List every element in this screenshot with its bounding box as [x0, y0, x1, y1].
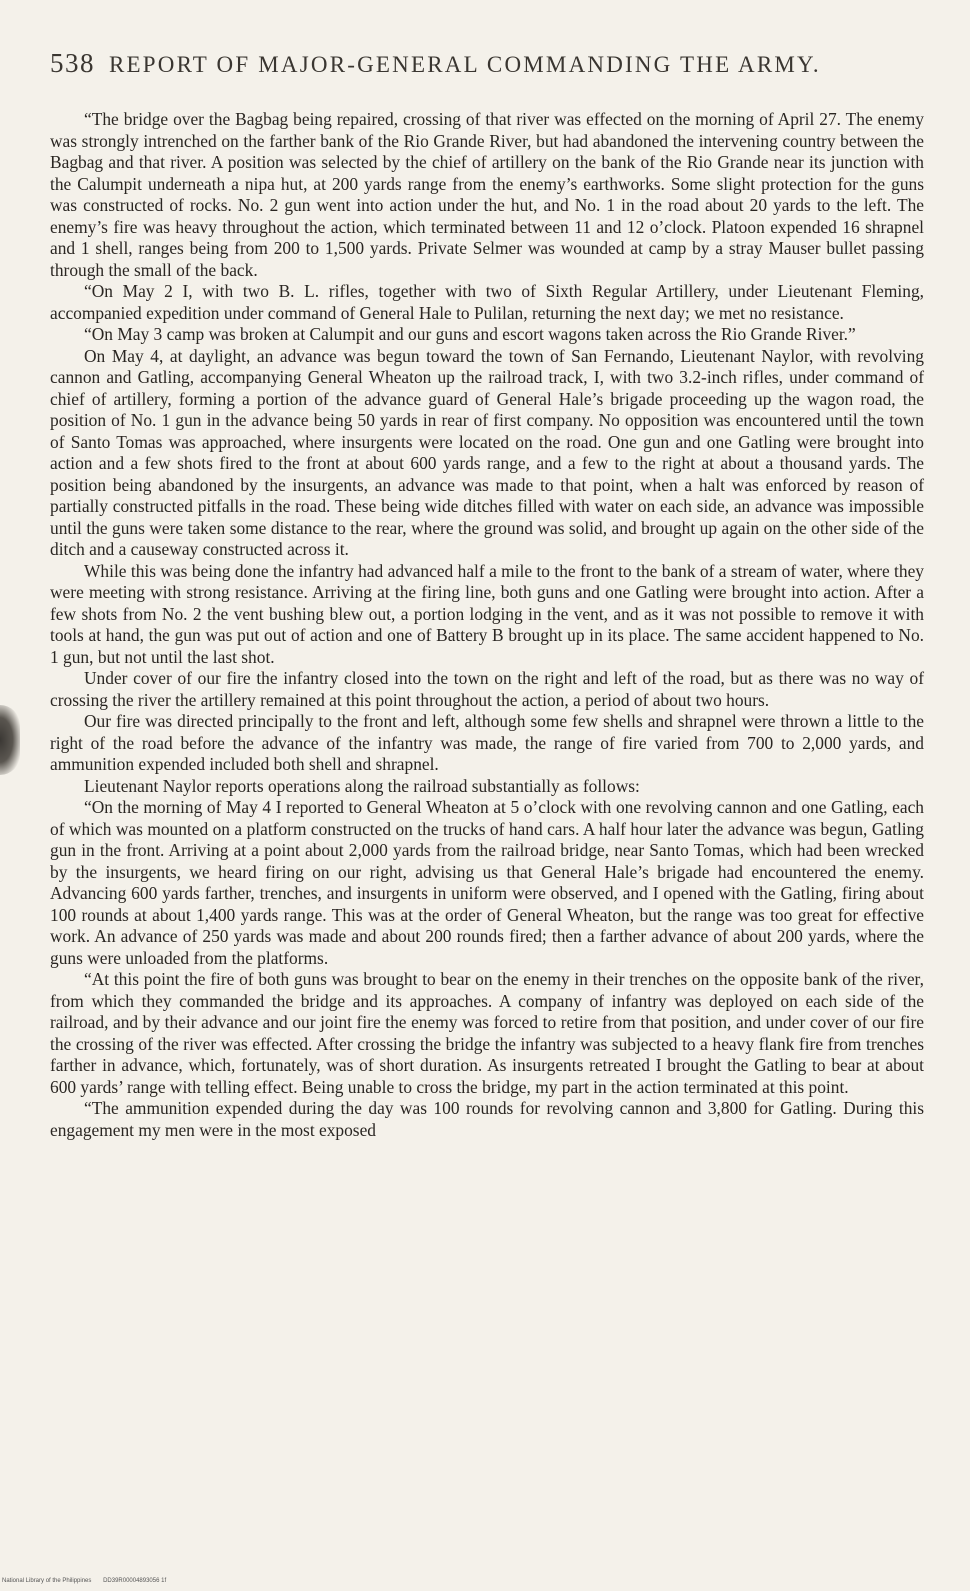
page-edge-shadow: [0, 705, 20, 775]
paragraph-8: Lieutenant Naylor reports operations along the railroad substantially as follows:: [84, 775, 640, 796]
page-header: [50, 48, 924, 79]
paragraph-7: Our fire was directed principally to the front and left, although some few shells and shrapnel were thrown a little to the right of the road before the advance of the infantry was made, the range of fire varied from 700 to 2,000 yards, and ammunition expended included both shell and shrapnel.: [50, 711, 924, 774]
paragraph-11: “The ammunition expended during the day was 100 rounds for revolving cannon and 3,800 for Gatling. During this engagement my men were in the most exposed: [50, 1098, 924, 1140]
running-head: REPORT OF MAJOR-GENERAL COMMANDING THE ARMY.: [109, 52, 821, 77]
paragraph-10: “At this point the fire of both guns was brought to bear on the enemy in their trenches on the opposite bank of the river, from which they commanded the bridge and its approaches. A company of infantry was deployed on each side of the railroad, and by their advance and our joint fire the enemy was forced to retire from that position, and under cover of our fire the crossing of the river was effected. After crossing the bridge the infantry was subjected to a heavy flank fire from trenches farther in advance, which, fortunately, was of short duration. As insurgents retreated I brought the Gatling to bear at about 600 yards’ range with telling effect. Being unable to cross the bridge, my part in the action terminated at this point.: [50, 969, 924, 1097]
footer-library: National Library of the Philippines: [2, 1578, 92, 1584]
paragraph-9: “On the morning of May 4 I reported to General Wheaton at 5 o’clock with one revolving cannon and one Gatling, each of which was mounted on a platform constructed on the trucks of hand cars. A half hour later the advance was begun, Gatling gun in the front. Arriving at a point about 2,000 yards from the railroad bridge, near Santo Tomas, which had been wrecked by the insurgents, we heard firing on our right, advising us that General Hale’s brigade had encountered the enemy. Advancing 600 yards farther, trenches, and insurgents in uniform were observed, and I opened with the Gatling, firing about 100 rounds at about 1,400 yards range. This was at the order of General Wheaton, but the range was too great for effective work. An advance of 250 yards was made and about 200 rounds fired; then a farther advance of about 200 yards, where the guns were unloaded from the platforms.: [50, 797, 924, 968]
body-text: [50, 109, 924, 1141]
footer-code: DD39R00004893056 1f: [103, 1578, 167, 1584]
document-page: [50, 48, 924, 1141]
page-number: 538: [50, 48, 95, 78]
paragraph-5: While this was being done the infantry had advanced half a mile to the front to the bank of a stream of water, where they were meeting with strong resistance. Arriving at the firing line, both guns and one Gatling were brought into action. After a few shots from No. 2 the vent bushing blew out, a portion lodging in the vent, and as it was not possible to remove it with tools at hand, the gun was put out of action and one of Battery B brought up in its place. The same accident happened to No. 1 gun, but not until the last shot.: [50, 560, 924, 667]
paragraph-4: On May 4, at daylight, an advance was begun toward the town of San Fernando, Lieutenant Naylor, with revolving cannon and Gatling, accompanying General Wheaton up the railroad track, I, with two 3.2-inch rifles, under command of chief of artillery, forming a portion of the advance guard of General Hale’s brigade proceeding up the wagon road, the position of No. 1 gun in the advance being 50 yards in rear of first company. No opposition was encountered until the town of Santo Tomas was approached, where insurgents were located on the road. One gun and one Gatling were brought into action and a few shots fired to the front at about 600 yards range, and a few to the right at about a thousand yards. The position being abandoned by the insurgents, an advance was made to that point, when a halt was enforced by reason of partially constructed pitfalls in the road. These being wide ditches filled with water on each side, an advance was impossible until the guns were taken some distance to the rear, where the ground was solid, and brought up again on the other side of the ditch and a causeway constructed across it.: [50, 345, 924, 559]
paragraph-2: “On May 2 I, with two B. L. rifles, together with two of Sixth Regular Artillery, under Lieutenant Fleming, accompanied expedition under command of General Hale to Pulilan, returning the next day; we met no resistance.: [50, 281, 924, 323]
paragraph-1: “The bridge over the Bagbag being repaired, crossing of that river was effected on the morning of April 27. The enemy was strongly intrenched on the farther bank of the Rio Grande River, but had abandoned the intervening country between the Bagbag and that river. A position was selected by the chief of artillery on the bank of the Rio Grande near its junction with the Calumpit underneath a nipa hut, at 200 yards range from the enemy’s earthworks. Some slight protection for the guns was constructed of rocks. No. 2 gun went into action under the hut, and No. 1 in the road about 20 yards to the left. The enemy’s fire was heavy throughout the action, which terminated between 11 and 12 o’clock. Platoon expended 16 shrapnel and 1 shell, ranges being from 200 to 1,500 yards. Private Selmer was wounded at camp by a stray Mauser bullet passing through the small of the back.: [50, 109, 924, 280]
paragraph-3: “On May 3 camp was broken at Calumpit and our guns and escort wagons taken across the Rio Grande River.”: [84, 324, 856, 344]
paragraph-6: Under cover of our fire the infantry closed into the town on the right and left of the road, but as there was no way of crossing the river the artillery remained at this point throughout the action, a period of about two hours.: [50, 668, 924, 710]
scan-footer: [2, 1578, 176, 1584]
